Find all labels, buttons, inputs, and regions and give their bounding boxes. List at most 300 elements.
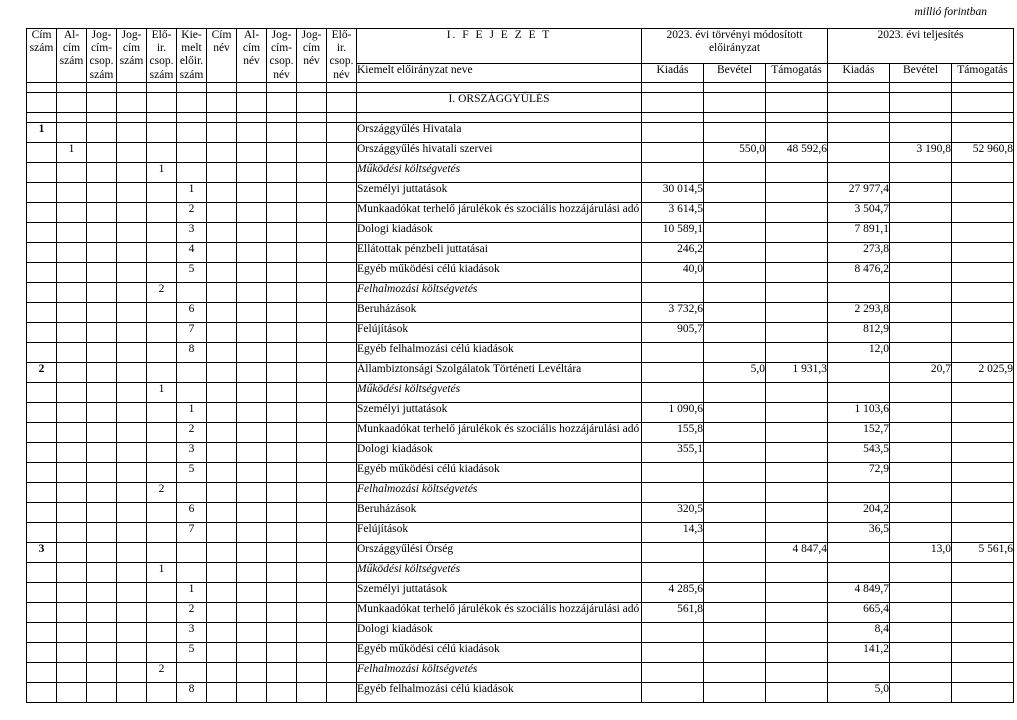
spacer-row (27, 112, 1014, 122)
value-cell-5 (890, 622, 952, 642)
value-cell-3 (766, 622, 828, 642)
value-cell-4: 7 891,1 (828, 222, 890, 242)
name-code-cell-1 (207, 602, 237, 622)
value-cell-6 (952, 222, 1014, 242)
name-code-cell-4 (297, 182, 327, 202)
code-cell-4 (117, 662, 147, 682)
code-cell-3 (87, 322, 117, 342)
value-cell-6 (952, 562, 1014, 582)
value-cell-2 (704, 242, 766, 262)
name-code-cell-1 (207, 462, 237, 482)
value-cell-2 (704, 542, 766, 562)
code-cell-3 (87, 142, 117, 162)
code-cell-3 (87, 402, 117, 422)
name-code-cell-4 (297, 402, 327, 422)
row-label: Dologi kiadások (357, 442, 642, 462)
value-cell-4: 27 977,4 (828, 182, 890, 202)
name-code-cell-3 (267, 502, 297, 522)
value-cell-4: 141,2 (828, 642, 890, 662)
row-label: Egyéb működési célú kiadások (357, 462, 642, 482)
code-cell-2 (57, 202, 87, 222)
value-cell-2 (704, 402, 766, 422)
code-cell-5: 1 (147, 162, 177, 182)
code-cell-6: 2 (177, 202, 207, 222)
code-cell-2 (57, 182, 87, 202)
name-code-cell-1 (207, 582, 237, 602)
name-code-cell-3 (267, 462, 297, 482)
value-cell-4: 273,8 (828, 242, 890, 262)
name-code-cell-4 (297, 262, 327, 282)
value-cell-4 (828, 562, 890, 582)
value-cell-1 (642, 622, 704, 642)
value-cell-4: 665,4 (828, 602, 890, 622)
value-cell-6: 5 561,6 (952, 542, 1014, 562)
code-cell-5 (147, 422, 177, 442)
name-code-cell-5 (327, 462, 357, 482)
name-code-cell-4 (297, 682, 327, 702)
value-cell-2 (704, 642, 766, 662)
code-cell-2 (57, 642, 87, 662)
name-code-cell-1 (207, 402, 237, 422)
row-label: Személyi juttatások (357, 582, 642, 602)
value-cell-3 (766, 322, 828, 342)
code-cell-5 (147, 342, 177, 362)
value-cell-2 (704, 502, 766, 522)
spacer-cell (828, 82, 890, 92)
value-cell-2 (704, 522, 766, 542)
name-code-cell-4 (297, 122, 327, 142)
header-alcim-szam: Al- cím szám (57, 29, 87, 83)
value-cell-4: 3 504,7 (828, 202, 890, 222)
value-cell-4 (828, 362, 890, 382)
code-cell-2 (57, 282, 87, 302)
name-code-cell-4 (297, 162, 327, 182)
name-code-cell-1 (207, 382, 237, 402)
name-code-cell-2 (237, 562, 267, 582)
code-cell-1 (27, 342, 57, 362)
code-cell-2 (57, 302, 87, 322)
code-cell (327, 92, 357, 112)
code-cell-2 (57, 462, 87, 482)
code-cell-4 (117, 502, 147, 522)
value-cell-5 (890, 242, 952, 262)
code-cell-5 (147, 362, 177, 382)
code-cell-1 (27, 642, 57, 662)
value-cell-5 (890, 262, 952, 282)
code-cell-6 (177, 382, 207, 402)
value-cell-3 (766, 162, 828, 182)
spacer-cell (177, 112, 207, 122)
row-label: Egyéb működési célú kiadások (357, 642, 642, 662)
code-cell-1 (27, 382, 57, 402)
value-cell-4 (828, 542, 890, 562)
value-cell-6 (952, 322, 1014, 342)
value-cell-3 (766, 182, 828, 202)
code-cell-5 (147, 302, 177, 322)
value-cell-6 (952, 662, 1014, 682)
name-code-cell-4 (297, 242, 327, 262)
code-cell-3 (87, 582, 117, 602)
spacer-cell (57, 82, 87, 92)
spacer-cell (828, 112, 890, 122)
code-cell-6: 5 (177, 462, 207, 482)
spacer-cell (327, 112, 357, 122)
table-row (27, 222, 1014, 242)
header-jogcim-nev: Jog- cím név (297, 29, 327, 83)
header-cim-nev: Cím név (207, 29, 237, 83)
value-cell-5 (890, 482, 952, 502)
value-cell-1: 4 285,6 (642, 582, 704, 602)
table-row (27, 242, 1014, 262)
spacer-cell (27, 82, 57, 92)
code-cell-1 (27, 442, 57, 462)
name-code-cell-2 (237, 502, 267, 522)
code-cell-5 (147, 542, 177, 562)
name-code-cell-3 (267, 642, 297, 662)
section-title: I. ORSZÁGGYŰLÉS (357, 92, 642, 112)
code-cell-5: 1 (147, 562, 177, 582)
value-cell-2 (704, 282, 766, 302)
code-cell-6: 5 (177, 642, 207, 662)
name-code-cell-4 (297, 582, 327, 602)
code-cell-6 (177, 282, 207, 302)
name-code-cell-4 (297, 222, 327, 242)
value-cell-5 (890, 522, 952, 542)
spacer-cell (327, 82, 357, 92)
value-cell-5 (890, 502, 952, 522)
code-cell-3 (87, 302, 117, 322)
header-col-bevetel-mod: Bevétel (704, 64, 766, 82)
name-code-cell-5 (327, 422, 357, 442)
name-code-cell-2 (237, 142, 267, 162)
name-code-cell-5 (327, 542, 357, 562)
code-cell-6 (177, 162, 207, 182)
name-code-cell-5 (327, 662, 357, 682)
header-col-kiadas-mod: Kiadás (642, 64, 704, 82)
row-label: Működési költségvetés (357, 382, 642, 402)
unit-note: millió forintban (914, 6, 987, 18)
table-row (27, 162, 1014, 182)
name-code-cell-3 (267, 322, 297, 342)
code-cell-3 (87, 422, 117, 442)
name-code-cell-2 (237, 522, 267, 542)
code-cell-6 (177, 142, 207, 162)
table-row (27, 642, 1014, 662)
value-cell-5 (890, 562, 952, 582)
code-cell-4 (117, 422, 147, 442)
header-eloircsop-nev: Elő- ir. csop. név (327, 29, 357, 83)
value-cell-6 (952, 522, 1014, 542)
code-cell-6 (177, 662, 207, 682)
value-cell-4: 4 849,7 (828, 582, 890, 602)
header-eloircsop-szam: Elő- ir. csop. szám (147, 29, 177, 83)
value-cell-1: 905,7 (642, 322, 704, 342)
code-cell-2 (57, 222, 87, 242)
code-cell (147, 92, 177, 112)
name-code-cell-3 (267, 542, 297, 562)
code-cell-6: 2 (177, 422, 207, 442)
value-cell-6 (952, 282, 1014, 302)
row-label: Dologi kiadások (357, 622, 642, 642)
row-label: Ellátottak pénzbeli juttatásai (357, 242, 642, 262)
code-cell-3 (87, 342, 117, 362)
header-jogcim-szam: Jog- cím szám (117, 29, 147, 83)
value-cell-2 (704, 442, 766, 462)
name-code-cell-3 (267, 342, 297, 362)
value-cell (642, 92, 704, 112)
value-cell-1: 3 614,5 (642, 202, 704, 222)
value-cell-6 (952, 162, 1014, 182)
code-cell-2 (57, 502, 87, 522)
value-cell-5 (890, 182, 952, 202)
value-cell-2 (704, 302, 766, 322)
code-cell-6: 8 (177, 342, 207, 362)
value-cell-2 (704, 482, 766, 502)
row-label: Országgyűlési Őrség (357, 542, 642, 562)
name-code-cell-4 (297, 522, 327, 542)
value-cell-2: 550,0 (704, 142, 766, 162)
name-code-cell-1 (207, 622, 237, 642)
value-cell-2 (704, 342, 766, 362)
code-cell-4 (117, 642, 147, 662)
name-code-cell-4 (297, 542, 327, 562)
code-cell (117, 92, 147, 112)
code-cell-3 (87, 562, 117, 582)
value-cell-1: 10 589,1 (642, 222, 704, 242)
name-code-cell-3 (267, 482, 297, 502)
table-row (27, 602, 1014, 622)
name-code-cell-2 (237, 342, 267, 362)
name-code-cell-5 (327, 562, 357, 582)
value-cell-1 (642, 462, 704, 482)
spacer-cell (297, 112, 327, 122)
code-cell-3 (87, 602, 117, 622)
spacer-cell (117, 112, 147, 122)
name-code-cell-4 (297, 662, 327, 682)
value-cell-2 (704, 422, 766, 442)
name-code-cell-3 (267, 182, 297, 202)
code-cell-1 (27, 182, 57, 202)
value-cell-4: 5,0 (828, 682, 890, 702)
value-cell-6 (952, 502, 1014, 522)
code-cell-5 (147, 402, 177, 422)
spacer-cell (766, 112, 828, 122)
name-code-cell-1 (207, 162, 237, 182)
code-cell-6: 8 (177, 682, 207, 702)
value-cell-6 (952, 482, 1014, 502)
value-cell-6 (952, 122, 1014, 142)
code-cell-5: 1 (147, 382, 177, 402)
code-cell-3 (87, 482, 117, 502)
name-code-cell-5 (327, 442, 357, 462)
value-cell-4: 72,9 (828, 462, 890, 482)
name-code-cell-1 (207, 502, 237, 522)
value-cell-5 (890, 302, 952, 322)
spacer-cell (237, 82, 267, 92)
value-cell-6 (952, 202, 1014, 222)
value-cell-5: 20,7 (890, 362, 952, 382)
value-cell-2 (704, 562, 766, 582)
name-code-cell-3 (267, 682, 297, 702)
code-cell-1: 1 (27, 122, 57, 142)
code-cell-4 (117, 442, 147, 462)
code-cell-6 (177, 542, 207, 562)
name-code-cell-5 (327, 582, 357, 602)
name-code-cell-3 (267, 522, 297, 542)
name-code-cell-5 (327, 602, 357, 622)
code-cell-3 (87, 202, 117, 222)
spacer-cell (642, 112, 704, 122)
name-code-cell-1 (207, 662, 237, 682)
row-label: Munkaadókat terhelő járulékok és szociális hozzájárulási adó (357, 202, 642, 222)
value-cell-4: 12,0 (828, 342, 890, 362)
spacer-cell (117, 82, 147, 92)
value-cell-1: 155,8 (642, 422, 704, 442)
row-label: Felújítások (357, 322, 642, 342)
code-cell-2 (57, 482, 87, 502)
spacer-cell (147, 112, 177, 122)
code-cell-6: 1 (177, 402, 207, 422)
code-cell-2 (57, 342, 87, 362)
code-cell-4 (117, 122, 147, 142)
name-code-cell-1 (207, 422, 237, 442)
code-cell-1 (27, 482, 57, 502)
table-row (27, 502, 1014, 522)
spacer-cell (704, 82, 766, 92)
code-cell-4 (117, 562, 147, 582)
code-cell-4 (117, 142, 147, 162)
code-cell-6: 1 (177, 182, 207, 202)
name-code-cell-2 (237, 162, 267, 182)
name-code-cell-2 (237, 622, 267, 642)
spacer-cell (952, 82, 1014, 92)
code-cell-2 (57, 422, 87, 442)
value-cell-1: 355,1 (642, 442, 704, 462)
value-cell-6 (952, 242, 1014, 262)
value-cell-2 (704, 662, 766, 682)
name-code-cell-2 (237, 242, 267, 262)
code-cell-4 (117, 202, 147, 222)
value-cell-4: 152,7 (828, 422, 890, 442)
name-code-cell-4 (297, 482, 327, 502)
name-code-cell-2 (237, 302, 267, 322)
value-cell-6 (952, 402, 1014, 422)
code-cell-6: 1 (177, 582, 207, 602)
code-cell-3 (87, 362, 117, 382)
value-cell-1 (642, 362, 704, 382)
value-cell-1 (642, 642, 704, 662)
code-cell-6 (177, 122, 207, 142)
name-code-cell-5 (327, 302, 357, 322)
value-cell-1 (642, 382, 704, 402)
code-cell-1 (27, 322, 57, 342)
spacer-cell (890, 82, 952, 92)
value-cell-5 (890, 662, 952, 682)
name-code-cell-3 (267, 562, 297, 582)
value-cell-5 (890, 322, 952, 342)
code-cell-1 (27, 662, 57, 682)
code-cell-4 (117, 402, 147, 422)
code-cell-6: 5 (177, 262, 207, 282)
name-code-cell-1 (207, 482, 237, 502)
name-code-cell-1 (207, 542, 237, 562)
value-cell-6 (952, 462, 1014, 482)
name-code-cell-4 (297, 602, 327, 622)
name-code-cell-2 (237, 322, 267, 342)
value-cell-3 (766, 642, 828, 662)
header-chapter-title: I. F E J E Z E T (357, 29, 642, 64)
name-code-cell-1 (207, 682, 237, 702)
code-cell-6: 3 (177, 622, 207, 642)
value-cell-5 (890, 342, 952, 362)
code-cell-5 (147, 442, 177, 462)
value-cell-5 (890, 682, 952, 702)
name-code-cell-5 (327, 642, 357, 662)
name-code-cell-5 (327, 322, 357, 342)
name-code-cell-4 (297, 462, 327, 482)
value-cell-6 (952, 602, 1014, 622)
value-cell-3 (766, 282, 828, 302)
code-cell-2 (57, 382, 87, 402)
name-code-cell-2 (237, 402, 267, 422)
name-code-cell-2 (237, 682, 267, 702)
spacer-cell (704, 112, 766, 122)
table-row (27, 382, 1014, 402)
code-cell-2 (57, 122, 87, 142)
header-col-bevetel-telj: Bevétel (890, 64, 952, 82)
name-code-cell-2 (237, 422, 267, 442)
code-cell-5 (147, 322, 177, 342)
value-cell-5 (890, 382, 952, 402)
value-cell-6 (952, 582, 1014, 602)
value-cell-2 (704, 622, 766, 642)
value-cell-1: 40,0 (642, 262, 704, 282)
code-cell-1 (27, 242, 57, 262)
code-cell-3 (87, 622, 117, 642)
code-cell-6: 7 (177, 322, 207, 342)
name-code-cell-2 (237, 182, 267, 202)
name-code-cell-2 (237, 602, 267, 622)
code-cell-1 (27, 282, 57, 302)
table-row (27, 522, 1014, 542)
name-code-cell-4 (297, 202, 327, 222)
code-cell-1 (27, 222, 57, 242)
code-cell-5 (147, 502, 177, 522)
code-cell-2 (57, 682, 87, 702)
code-cell-2: 1 (57, 142, 87, 162)
code-cell-4 (117, 322, 147, 342)
value-cell-4 (828, 382, 890, 402)
row-label: Egyéb felhalmozási célú kiadások (357, 342, 642, 362)
value-cell-3 (766, 402, 828, 422)
value-cell-2 (704, 582, 766, 602)
value-cell-5 (890, 602, 952, 622)
value-cell-3 (766, 462, 828, 482)
code-cell-1 (27, 682, 57, 702)
code-cell-6: 4 (177, 242, 207, 262)
name-code-cell-1 (207, 322, 237, 342)
code-cell-1: 2 (27, 362, 57, 382)
code-cell-4 (117, 282, 147, 302)
code-cell-5 (147, 262, 177, 282)
table-row (27, 342, 1014, 362)
name-code-cell-2 (237, 542, 267, 562)
value-cell-4: 8,4 (828, 622, 890, 642)
code-cell-3 (87, 382, 117, 402)
row-label: Működési költségvetés (357, 162, 642, 182)
spacer-cell (890, 112, 952, 122)
code-cell-5 (147, 242, 177, 262)
